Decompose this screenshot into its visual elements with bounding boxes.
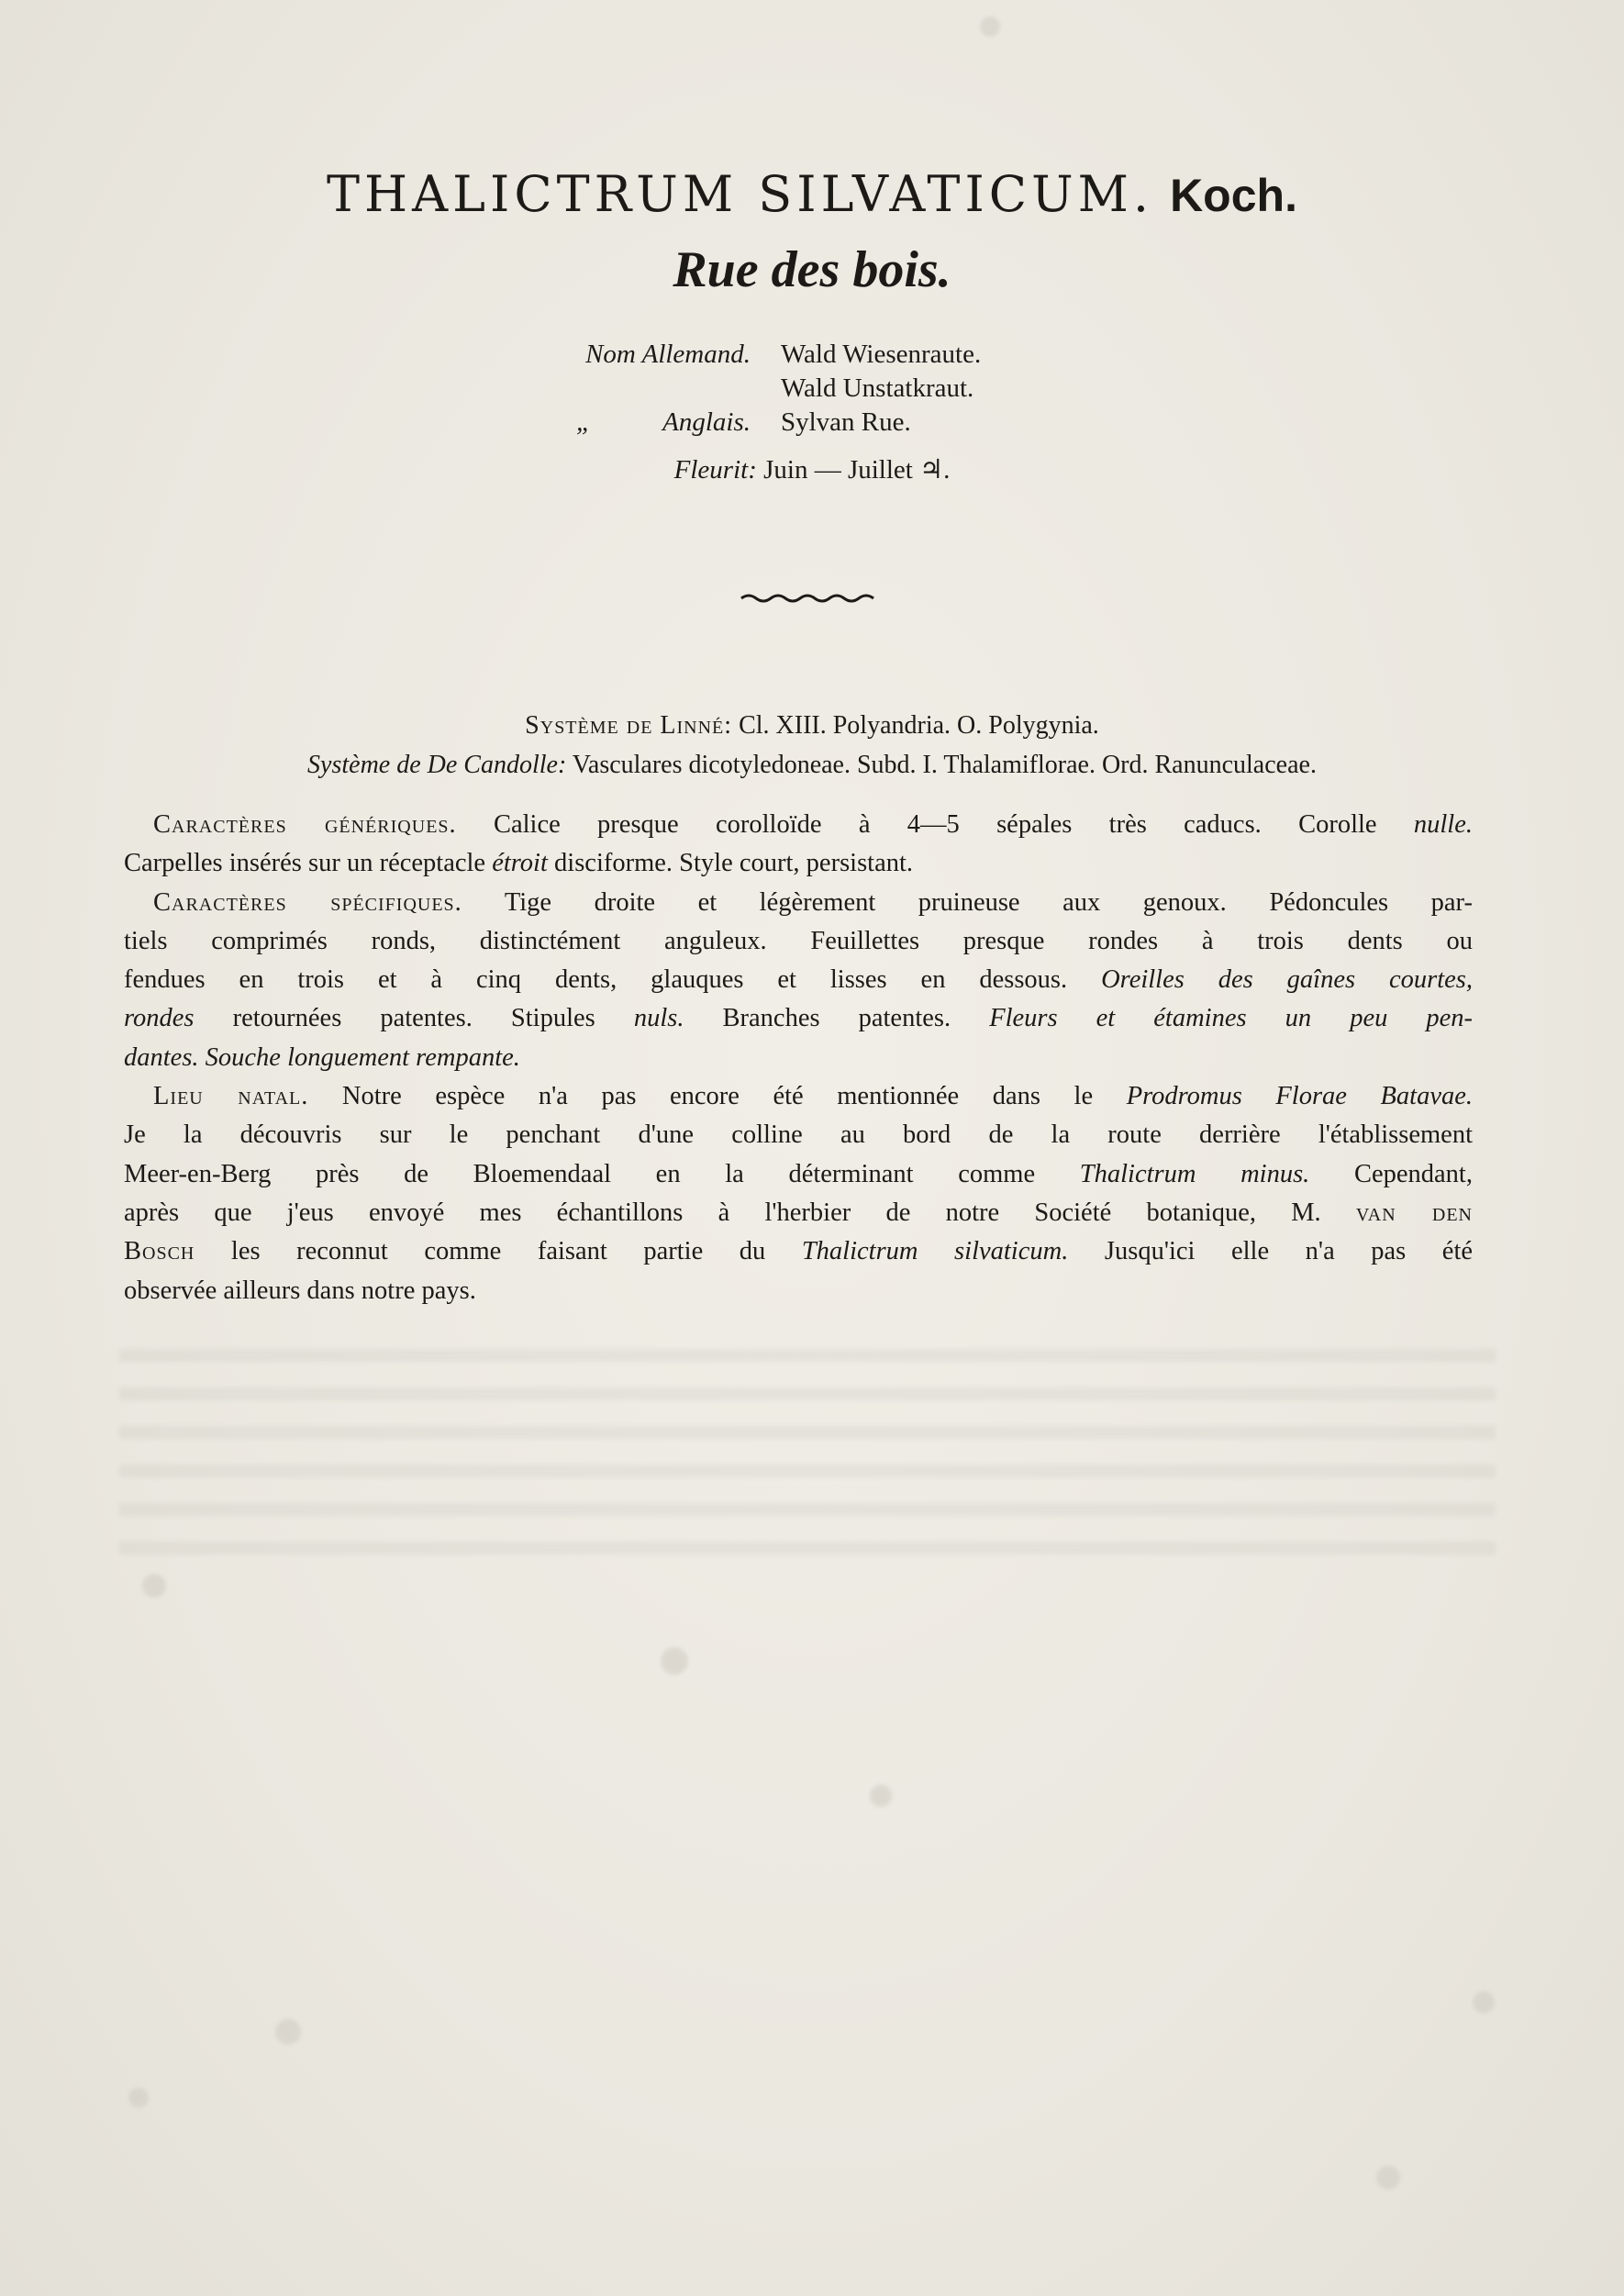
paper-spot	[275, 2019, 301, 2045]
description-body	[124, 806, 1473, 1310]
paper-spot	[661, 1647, 688, 1675]
text-run: van den	[1355, 1198, 1474, 1227]
text-run: Fleurs et étamines un peu pen-	[989, 1004, 1474, 1033]
text-run: disciforme. Style court, persistant.	[554, 849, 914, 878]
text-run: fendues en trois et à cinq dents, glauques et lisses en dessous.	[124, 965, 1068, 995]
paper-spot	[142, 1574, 166, 1598]
linne-label: Système de Linné:	[525, 711, 733, 740]
text-run: tiels comprimés ronds, distinctément anguleux. Feuillettes presque rondes à trois dents ou	[124, 926, 1473, 955]
text-run: Cependant,	[1353, 1159, 1473, 1188]
text-run: Jusqu'ici elle n'a pas été	[1104, 1237, 1474, 1266]
linne-system	[0, 711, 1624, 741]
text-run: nuls.	[633, 1004, 684, 1033]
text-run: Thalictrum silvaticum.	[801, 1237, 1069, 1266]
author-abbrev: Koch.	[1170, 170, 1297, 221]
vernacular-names	[0, 338, 1624, 440]
candolle-value: Vasculares dicotyledoneae. Subd. I. Thalamiflorae. Ord. Ranunculaceae.	[572, 751, 1317, 779]
german-name-1: Wald Wiesenraute.	[781, 340, 982, 369]
linne-value: Cl. XIII. Polyandria. O. Polygynia.	[739, 711, 1099, 740]
text-run: après que j'eus envoyé mes échantillons à l'herbier de notre Société botanique, M.	[124, 1198, 1321, 1227]
body-line	[124, 884, 1473, 922]
bloom-label: Fleurit:	[673, 455, 757, 485]
body-line	[124, 961, 1473, 999]
text-run: Oreilles des gaînes courtes,	[1101, 965, 1474, 995]
body-line	[124, 1194, 1473, 1232]
body-line	[124, 1232, 1473, 1271]
bloom-value: Juin — Juillet ♃.	[763, 455, 951, 485]
generic-characters-label: Caractères génériques.	[153, 810, 457, 839]
text-run: Meer-en-Berg près de Bloemendaal en la déterminant comme	[124, 1159, 1036, 1188]
text-run: Bosch	[124, 1237, 195, 1266]
body-line	[124, 1116, 1473, 1154]
species-name: THALICTRUM SILVATICUM.	[327, 165, 1154, 223]
body-line	[124, 999, 1473, 1038]
ditto-mark: „	[576, 407, 592, 437]
body-line	[124, 806, 1473, 844]
body-line	[124, 1039, 1473, 1077]
ornament-divider	[740, 589, 877, 606]
text-run: Calice presque corolloïde à 4—5 sépales très caducs. Corolle	[493, 810, 1377, 839]
text-run: Tige droite et légèrement pruineuse aux genoux. Pédoncules par-	[504, 887, 1473, 917]
paper-spot	[1473, 1991, 1495, 2013]
common-name: Rue des bois.	[673, 241, 951, 298]
bleed-through-text	[119, 1349, 1496, 1560]
text-run: étroit	[492, 849, 548, 878]
body-line	[124, 922, 1473, 961]
native-place-label: Lieu natal.	[153, 1082, 309, 1111]
paper-spot	[870, 1785, 892, 1807]
text-run: Carpelles insérés sur un réceptacle	[124, 849, 486, 878]
body-line	[124, 1155, 1473, 1194]
text-run: Je la découvris sur le penchant d'une colline au bord de la route derrière l'établissement	[124, 1120, 1473, 1150]
german-name-2: Wald Unstatkraut.	[781, 373, 974, 403]
text-run: dantes. Souche longuement rempante.	[124, 1042, 520, 1072]
text-run: Branches patentes.	[722, 1004, 951, 1033]
flowering-time	[0, 453, 1624, 485]
body-line	[124, 1272, 1473, 1310]
text-run: nulle.	[1413, 810, 1473, 839]
paper-spot	[980, 17, 1000, 37]
text-run: les reconnut comme faisant partie du	[230, 1237, 766, 1266]
text-run: Thalictrum minus.	[1079, 1159, 1310, 1188]
text-run: Prodromus Florae Batavae.	[1126, 1082, 1474, 1111]
text-run: rondes	[124, 1004, 195, 1033]
page-title	[0, 165, 1624, 223]
candolle-label: Système de De Candolle:	[307, 751, 567, 779]
paper-spot	[1376, 2166, 1400, 2190]
english-label: Anglais.	[662, 407, 751, 437]
text-run: retournées patentes. Stipules	[232, 1004, 595, 1033]
specific-characters-label: Caractères spécifiques.	[153, 887, 462, 917]
candolle-system	[0, 751, 1624, 780]
body-line	[124, 844, 1473, 883]
paper-spot	[128, 2088, 149, 2108]
english-name: Sylvan Rue.	[781, 407, 911, 437]
text-run: Notre espèce n'a pas encore été mentionnée dans le	[341, 1082, 1094, 1111]
body-line	[124, 1077, 1473, 1116]
text-run: observée ailleurs dans notre pays.	[124, 1276, 476, 1305]
german-label: Nom Allemand.	[585, 340, 751, 369]
